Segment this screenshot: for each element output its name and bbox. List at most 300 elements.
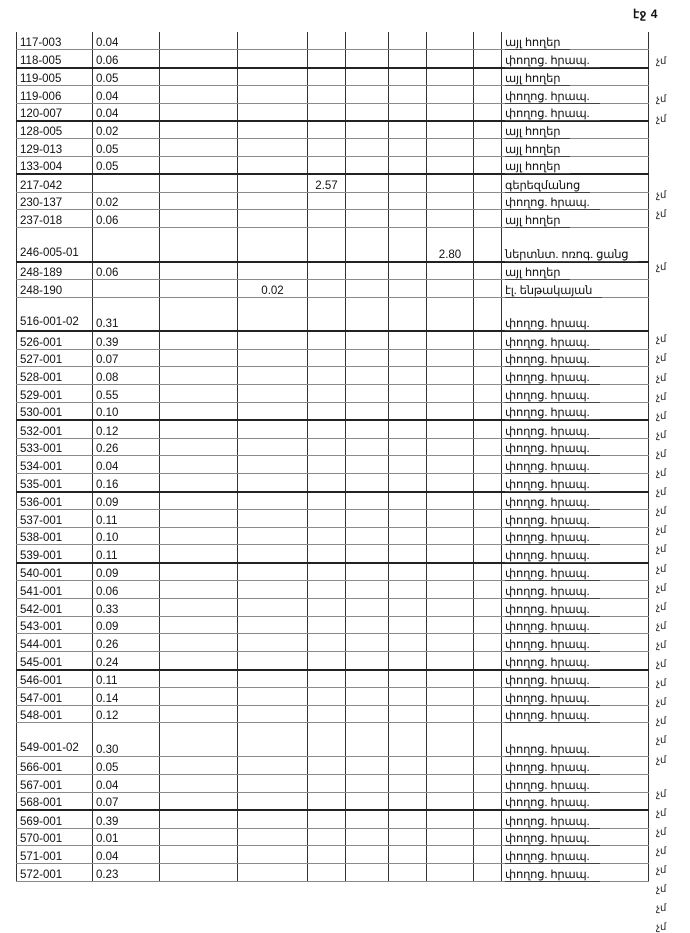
- col7-cell: [389, 85, 427, 103]
- col3-cell: [160, 864, 238, 882]
- col5-value-cell: [308, 598, 346, 616]
- col6-cell: [346, 846, 389, 864]
- col6-cell: [346, 121, 389, 139]
- col6-cell: [346, 139, 389, 157]
- col3-cell: [160, 616, 238, 634]
- col8-value-cell: [427, 331, 474, 349]
- table-row: [17, 456, 649, 474]
- col5-value-cell: [308, 846, 346, 864]
- col8-value-cell: [427, 634, 474, 652]
- land-use-text: փողոց. հրապ.: [505, 390, 600, 403]
- col3-cell: [160, 280, 238, 298]
- col9-cell: [474, 456, 502, 474]
- status-marker: չմ: [656, 353, 667, 365]
- status-marker: չմ: [656, 262, 667, 274]
- land-use-cell: [502, 420, 649, 438]
- land-use-cell: [502, 367, 649, 385]
- land-use-text: փողոց. հրապ.: [505, 479, 600, 492]
- land-use-text: փողոց. հրապ.: [505, 710, 600, 723]
- col5-value-cell: [308, 581, 346, 599]
- col3-cell: [160, 420, 238, 438]
- status-marker: չմ: [656, 410, 667, 422]
- land-use-text: փողոց. հրապ.: [505, 604, 600, 617]
- col9-cell: [474, 103, 502, 121]
- col6-cell: [346, 174, 389, 192]
- col5-value-cell: [308, 349, 346, 367]
- col6-cell: [346, 192, 389, 210]
- table-row: [17, 652, 649, 670]
- status-marker: չմ: [656, 864, 667, 876]
- parcel-code-cell: 133-004: [17, 157, 93, 175]
- land-use-cell: [502, 157, 649, 175]
- parcel-code-cell: 530-001: [17, 403, 93, 421]
- col7-cell: [389, 50, 427, 68]
- parcel-code-cell: 538-001: [17, 527, 93, 545]
- parcel-code-cell: 566-001: [17, 757, 93, 775]
- col8-value-cell: [427, 367, 474, 385]
- land-use-cell: [502, 563, 649, 581]
- col8-value-cell: [427, 420, 474, 438]
- land-use-text: փողոց. հրապ.: [505, 869, 600, 882]
- col7-cell: [389, 157, 427, 175]
- land-use-text: փողոց. հրապ.: [505, 675, 600, 688]
- col4-value-cell: [238, 210, 308, 228]
- land-use-cell: [502, 723, 649, 757]
- land-use-text: փողոց. հրապ.: [505, 744, 600, 757]
- col8-value-cell: [427, 492, 474, 510]
- col5-value-cell: [308, 828, 346, 846]
- table-row: [17, 757, 649, 775]
- col6-cell: [346, 687, 389, 705]
- col5-value-cell: [308, 438, 346, 456]
- col5-value-cell: [308, 616, 346, 634]
- col3-cell: [160, 367, 238, 385]
- col7-cell: [389, 864, 427, 882]
- area-cell: 0.12: [93, 705, 160, 723]
- col5-value-cell: [308, 456, 346, 474]
- parcel-code-cell: 536-001: [17, 492, 93, 510]
- status-marker: չմ: [656, 209, 667, 220]
- col9-cell: [474, 864, 502, 882]
- col7-cell: [389, 598, 427, 616]
- table-row: [17, 103, 649, 121]
- land-use-text: փողոց. հրապ.: [505, 337, 600, 350]
- col5-value-cell: [308, 545, 346, 563]
- col5-value-cell: 2.57: [308, 174, 346, 192]
- col7-cell: [389, 280, 427, 298]
- col7-cell: [389, 757, 427, 775]
- col6-cell: [346, 262, 389, 280]
- parcel-code-cell: 516-001-02: [17, 297, 93, 331]
- col3-cell: [160, 687, 238, 705]
- col4-value-cell: [238, 85, 308, 103]
- col9-cell: [474, 210, 502, 228]
- col3-cell: [160, 85, 238, 103]
- col6-cell: [346, 492, 389, 510]
- col7-cell: [389, 670, 427, 688]
- col8-value-cell: [427, 68, 474, 86]
- table-row: [17, 385, 649, 403]
- col8-value-cell: [427, 174, 474, 192]
- col5-value-cell: [308, 297, 346, 331]
- parcel-code-cell: 118-005: [17, 50, 93, 68]
- land-use-cell: [502, 85, 649, 103]
- parcel-code-cell: 120-007: [17, 103, 93, 121]
- col9-cell: [474, 563, 502, 581]
- col5-value-cell: [308, 775, 346, 793]
- col4-value-cell: [238, 527, 308, 545]
- area-cell: 0.04: [93, 775, 160, 793]
- col8-value-cell: [427, 192, 474, 210]
- col7-cell: [389, 349, 427, 367]
- col8-value-cell: [427, 775, 474, 793]
- col8-value-cell: [427, 157, 474, 175]
- table-row: [17, 139, 649, 157]
- area-cell: 0.04: [93, 85, 160, 103]
- col6-cell: [346, 385, 389, 403]
- land-use-text: փողոց. հրապ.: [505, 318, 600, 331]
- col6-cell: [346, 210, 389, 228]
- land-use-cell: [502, 50, 649, 68]
- col5-value-cell: [308, 757, 346, 775]
- status-marker: չմ: [656, 659, 667, 670]
- col8-value-cell: [427, 810, 474, 828]
- col7-cell: [389, 705, 427, 723]
- col6-cell: [346, 420, 389, 438]
- land-use-text: փողոց. հրապ.: [505, 426, 600, 439]
- table-body: [17, 32, 649, 881]
- col6-cell: [346, 331, 389, 349]
- parcel-code-cell: 527-001: [17, 349, 93, 367]
- col4-value-cell: [238, 616, 308, 634]
- col4-value-cell: [238, 723, 308, 757]
- col6-cell: [346, 652, 389, 670]
- col6-cell: [346, 545, 389, 563]
- area-cell: 0.10: [93, 403, 160, 421]
- col9-cell: [474, 331, 502, 349]
- col3-cell: [160, 775, 238, 793]
- col6-cell: [346, 509, 389, 527]
- col6-cell: [346, 456, 389, 474]
- col6-cell: [346, 68, 389, 86]
- parcel-code-cell: 545-001: [17, 652, 93, 670]
- parcel-code-cell: 248-190: [17, 280, 93, 298]
- land-use-text: փողոց. հրապ.: [505, 55, 600, 68]
- land-use-text: փողոց. հրապ.: [505, 621, 600, 634]
- status-marker: չմ: [656, 544, 667, 556]
- col4-value-cell: [238, 103, 308, 121]
- col9-cell: [474, 50, 502, 68]
- col8-value-cell: [427, 652, 474, 670]
- col9-cell: [474, 139, 502, 157]
- col4-value-cell: [238, 598, 308, 616]
- area-cell: 0.23: [93, 864, 160, 882]
- parcel-code-cell: 537-001: [17, 509, 93, 527]
- col5-value-cell: [308, 670, 346, 688]
- col8-value-cell: [427, 85, 474, 103]
- area-cell: 0.24: [93, 652, 160, 670]
- col8-value-cell: [427, 527, 474, 545]
- area-cell: 0.02: [93, 121, 160, 139]
- area-cell: 0.05: [93, 757, 160, 775]
- col5-value-cell: [308, 527, 346, 545]
- land-use-cell: [502, 792, 649, 810]
- parcel-code-cell: 246-005-01: [17, 228, 93, 262]
- col9-cell: [474, 157, 502, 175]
- land-use-text: փողոց. հրապ.: [505, 443, 600, 456]
- col7-cell: [389, 262, 427, 280]
- parcel-code-cell: 128-005: [17, 121, 93, 139]
- col8-value-cell: [427, 846, 474, 864]
- area-cell: 0.09: [93, 492, 160, 510]
- land-use-cell: [502, 846, 649, 864]
- table-row: [17, 474, 649, 492]
- col3-cell: [160, 652, 238, 670]
- col4-value-cell: [238, 705, 308, 723]
- col9-cell: [474, 723, 502, 757]
- status-marker: չմ: [656, 639, 667, 651]
- col9-cell: [474, 492, 502, 510]
- status-marker: չմ: [656, 807, 667, 819]
- col7-cell: [389, 616, 427, 634]
- land-use-text: այլ հողեր: [505, 126, 570, 139]
- land-use-cell: [502, 810, 649, 828]
- col4-value-cell: [238, 792, 308, 810]
- area-cell: 0.26: [93, 634, 160, 652]
- col9-cell: [474, 297, 502, 331]
- table-row: [17, 598, 649, 616]
- col9-cell: [474, 598, 502, 616]
- land-use-cell: [502, 864, 649, 882]
- col5-value-cell: [308, 492, 346, 510]
- col9-cell: [474, 385, 502, 403]
- col6-cell: [346, 228, 389, 262]
- land-use-text: այլ հողեր: [505, 267, 570, 280]
- status-marker: չմ: [656, 716, 667, 728]
- col3-cell: [160, 50, 238, 68]
- col9-cell: [474, 545, 502, 563]
- parcel-code-cell: 217-042: [17, 174, 93, 192]
- table-row: [17, 509, 649, 527]
- col5-value-cell: [308, 85, 346, 103]
- land-use-cell: [502, 121, 649, 139]
- col8-value-cell: [427, 687, 474, 705]
- status-marker: չմ: [656, 922, 667, 933]
- col4-value-cell: [238, 228, 308, 262]
- land-use-text: փողոց. հրապ.: [505, 833, 600, 846]
- col9-cell: [474, 438, 502, 456]
- col7-cell: [389, 139, 427, 157]
- col8-value-cell: [427, 545, 474, 563]
- land-use-cell: [502, 385, 649, 403]
- col8-value-cell: [427, 121, 474, 139]
- col7-cell: [389, 68, 427, 86]
- area-cell: 0.04: [93, 32, 160, 50]
- parcel-code-cell: 541-001: [17, 581, 93, 599]
- area-cell: 0.09: [93, 563, 160, 581]
- col4-value-cell: [238, 139, 308, 157]
- col3-cell: [160, 598, 238, 616]
- land-use-text: փողոց. հրապ.: [505, 657, 600, 670]
- status-marker: չմ: [656, 113, 667, 125]
- col9-cell: [474, 85, 502, 103]
- col5-value-cell: [308, 50, 346, 68]
- table-row: [17, 403, 649, 421]
- col7-cell: [389, 634, 427, 652]
- col9-cell: [474, 616, 502, 634]
- col7-cell: [389, 121, 427, 139]
- land-use-cell: [502, 456, 649, 474]
- col5-value-cell: [308, 810, 346, 828]
- col6-cell: [346, 474, 389, 492]
- land-use-text: փողոց. հրապ.: [505, 550, 600, 563]
- table-row: [17, 438, 649, 456]
- land-use-cell: [502, 32, 649, 50]
- col3-cell: [160, 810, 238, 828]
- col4-value-cell: [238, 509, 308, 527]
- col3-cell: [160, 157, 238, 175]
- land-use-cell: [502, 280, 649, 298]
- area-cell: 0.30: [93, 723, 160, 757]
- col8-value-cell: [427, 297, 474, 331]
- col5-value-cell: [308, 331, 346, 349]
- status-marker: չմ: [656, 94, 667, 106]
- col3-cell: [160, 297, 238, 331]
- area-cell: 0.05: [93, 139, 160, 157]
- status-marker: չմ: [656, 697, 667, 709]
- parcel-code-cell: 571-001: [17, 846, 93, 864]
- col8-value-cell: [427, 598, 474, 616]
- status-marker: չմ: [656, 620, 667, 632]
- table-row: [17, 50, 649, 68]
- area-cell: 0.26: [93, 438, 160, 456]
- status-marker: չմ: [656, 903, 667, 915]
- area-cell: 0.09: [93, 616, 160, 634]
- col7-cell: [389, 563, 427, 581]
- table-row: [17, 634, 649, 652]
- status-marker: չմ: [656, 468, 667, 479]
- area-cell: 0.06: [93, 262, 160, 280]
- col7-cell: [389, 192, 427, 210]
- land-use-cell: [502, 192, 649, 210]
- land-use-text: ներտնտ. ոռոգ. ցանց: [505, 249, 638, 262]
- col9-cell: [474, 775, 502, 793]
- area-cell: 0.04: [93, 846, 160, 864]
- col4-value-cell: [238, 438, 308, 456]
- col6-cell: [346, 705, 389, 723]
- land-use-text: այլ հողեր: [505, 144, 570, 157]
- area-cell: [93, 228, 160, 262]
- col9-cell: [474, 705, 502, 723]
- parcel-code-cell: 540-001: [17, 563, 93, 581]
- land-use-text: փողոց. հրապ.: [505, 108, 600, 121]
- col3-cell: [160, 210, 238, 228]
- col4-value-cell: [238, 192, 308, 210]
- col8-value-cell: [427, 103, 474, 121]
- land-use-text: փողոց. հրապ.: [505, 91, 600, 104]
- col7-cell: [389, 367, 427, 385]
- parcel-code-cell: 117-003: [17, 32, 93, 50]
- col6-cell: [346, 297, 389, 331]
- col5-value-cell: [308, 121, 346, 139]
- parcel-code-cell: 237-018: [17, 210, 93, 228]
- col8-value-cell: [427, 670, 474, 688]
- col7-cell: [389, 174, 427, 192]
- area-cell: 0.14: [93, 687, 160, 705]
- land-use-text: փողոց. հրապ.: [505, 461, 600, 474]
- col4-value-cell: [238, 864, 308, 882]
- land-use-cell: [502, 527, 649, 545]
- area-cell: [93, 174, 160, 192]
- status-marker: չմ: [656, 826, 667, 838]
- land-use-cell: [502, 403, 649, 421]
- col5-value-cell: [308, 723, 346, 757]
- col8-value-cell: [427, 792, 474, 810]
- col3-cell: [160, 192, 238, 210]
- col9-cell: [474, 846, 502, 864]
- parcel-code-cell: 532-001: [17, 420, 93, 438]
- table-row: [17, 297, 649, 331]
- col4-value-cell: [238, 68, 308, 86]
- land-use-text: փողոց. հրապ.: [505, 407, 600, 420]
- col8-value-cell: [427, 50, 474, 68]
- col4-value-cell: [238, 174, 308, 192]
- col4-value-cell: [238, 121, 308, 139]
- parcel-code-cell: 526-001: [17, 331, 93, 349]
- col3-cell: [160, 438, 238, 456]
- table-row: [17, 527, 649, 545]
- col6-cell: [346, 103, 389, 121]
- col5-value-cell: [308, 509, 346, 527]
- status-marker: չմ: [656, 487, 667, 499]
- status-marker: չմ: [656, 563, 667, 575]
- col3-cell: [160, 139, 238, 157]
- table-row: [17, 705, 649, 723]
- col3-cell: [160, 474, 238, 492]
- table-row: [17, 775, 649, 793]
- table-row: [17, 828, 649, 846]
- land-use-text: փողոց. հրապ.: [505, 532, 600, 545]
- table-row: [17, 723, 649, 757]
- area-cell: 0.04: [93, 103, 160, 121]
- parcel-code-cell: 544-001: [17, 634, 93, 652]
- land-use-text: այլ հողեր: [505, 215, 570, 228]
- table-row: [17, 85, 649, 103]
- land-use-cell: [502, 228, 649, 262]
- col7-cell: [389, 652, 427, 670]
- col8-value-cell: [427, 438, 474, 456]
- col9-cell: [474, 509, 502, 527]
- col4-value-cell: [238, 474, 308, 492]
- col3-cell: [160, 527, 238, 545]
- col6-cell: [346, 563, 389, 581]
- col3-cell: [160, 723, 238, 757]
- status-marker: չմ: [656, 189, 667, 201]
- parcel-code-cell: 248-189: [17, 262, 93, 280]
- col5-value-cell: [308, 864, 346, 882]
- col4-value-cell: [238, 367, 308, 385]
- col7-cell: [389, 32, 427, 50]
- parcel-code-cell: 528-001: [17, 367, 93, 385]
- table-row: [17, 174, 649, 192]
- col4-value-cell: [238, 687, 308, 705]
- col3-cell: [160, 828, 238, 846]
- land-use-text: փողոց. հրապ.: [505, 515, 600, 528]
- parcel-code-cell: 529-001: [17, 385, 93, 403]
- area-cell: 0.04: [93, 456, 160, 474]
- area-cell: 0.05: [93, 157, 160, 175]
- land-use-cell: [502, 262, 649, 280]
